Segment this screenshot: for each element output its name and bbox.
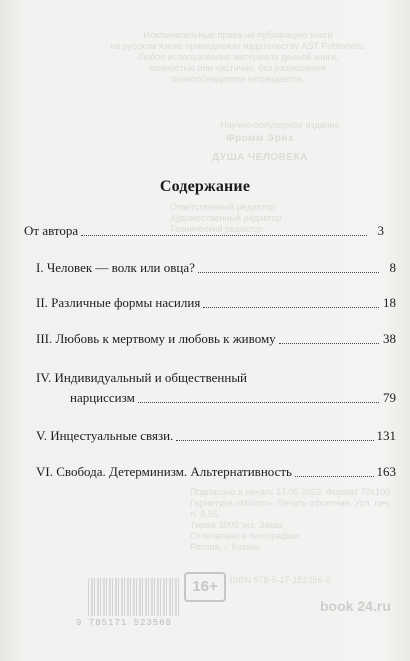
toc-item-page: 163 — [376, 464, 396, 479]
toc-item-page: 8 — [389, 260, 396, 275]
leader-dots — [176, 440, 373, 441]
toc-item-page: 18 — [383, 295, 396, 310]
barcode-show-through — [88, 578, 180, 616]
toc-item-label: От автора — [24, 223, 79, 238]
barcode-digits-show-through: 9 785171 523560 — [76, 618, 173, 628]
leader-dots — [138, 402, 379, 403]
leader-dots — [81, 235, 367, 236]
toc-item-label: VI. Свобода. Детерминизм. Альтернативность — [36, 464, 292, 479]
genre-show-through: Научно-популярное издание — [220, 120, 340, 130]
age-rating-badge: 16+ — [184, 572, 226, 602]
toc-item-page: 3 — [377, 223, 384, 238]
leader-dots — [198, 272, 379, 273]
toc-item-chapter-5 — [24, 427, 396, 444]
toc-item-label: I. Человек — волк или овца? — [36, 260, 195, 275]
toc-item-chapter-6 — [24, 463, 396, 480]
toc-item-author — [24, 222, 384, 239]
publisher-logo: book 24.ru — [320, 598, 391, 614]
toc-item-chapter-2 — [24, 294, 396, 311]
toc-item-page: 38 — [383, 331, 396, 346]
imprint-show-through: Подписано в печать 17.05.2022. Формат 70x100 Гарнитура «Minion». Печать офсетная. Усл. печ. л. 9,55. Тираж 3000 экз. Заказ Отпечатано в типографии Россия, г. Казань — [190, 487, 392, 552]
toc-item-chapter-3 — [24, 330, 396, 347]
toc-item-label-cont: нарциссизм — [70, 390, 135, 405]
copyright-show-through: Исключительные права на публикацию книги на русском языке принадлежат издательству AST Publishers. Любое использование материала данной книги, полностью или частично, без разрешения правообладателя запрещается. — [110, 30, 366, 84]
editors-show-through: Ответственный редактор Художественный редактор Технический редактор — [170, 202, 282, 234]
isbn-show-through: ISBN 978-5-17-152356-0 — [230, 575, 331, 585]
book-title-show-through: ДУША ЧЕЛОВЕКА — [212, 152, 308, 163]
toc-item-label: V. Инцестуальные связи. — [36, 428, 174, 443]
toc-item-label: III. Любовь к мертвому и любовь к живому — [36, 331, 276, 346]
toc-title: Содержание — [159, 178, 251, 195]
toc-item-chapter-1 — [24, 259, 396, 276]
leader-dots — [203, 307, 379, 308]
leader-dots — [279, 343, 379, 344]
toc-item-label: II. Различные формы насилия — [36, 295, 201, 310]
toc-item-chapter-4 — [24, 369, 396, 406]
toc-item-page: 131 — [376, 428, 396, 443]
leader-dots — [295, 476, 374, 477]
toc-item-page: 79 — [383, 390, 396, 405]
author-show-through: Фромм Эрих — [225, 133, 295, 144]
toc-item-label: IV. Индивидуальный и общественный — [36, 370, 248, 385]
